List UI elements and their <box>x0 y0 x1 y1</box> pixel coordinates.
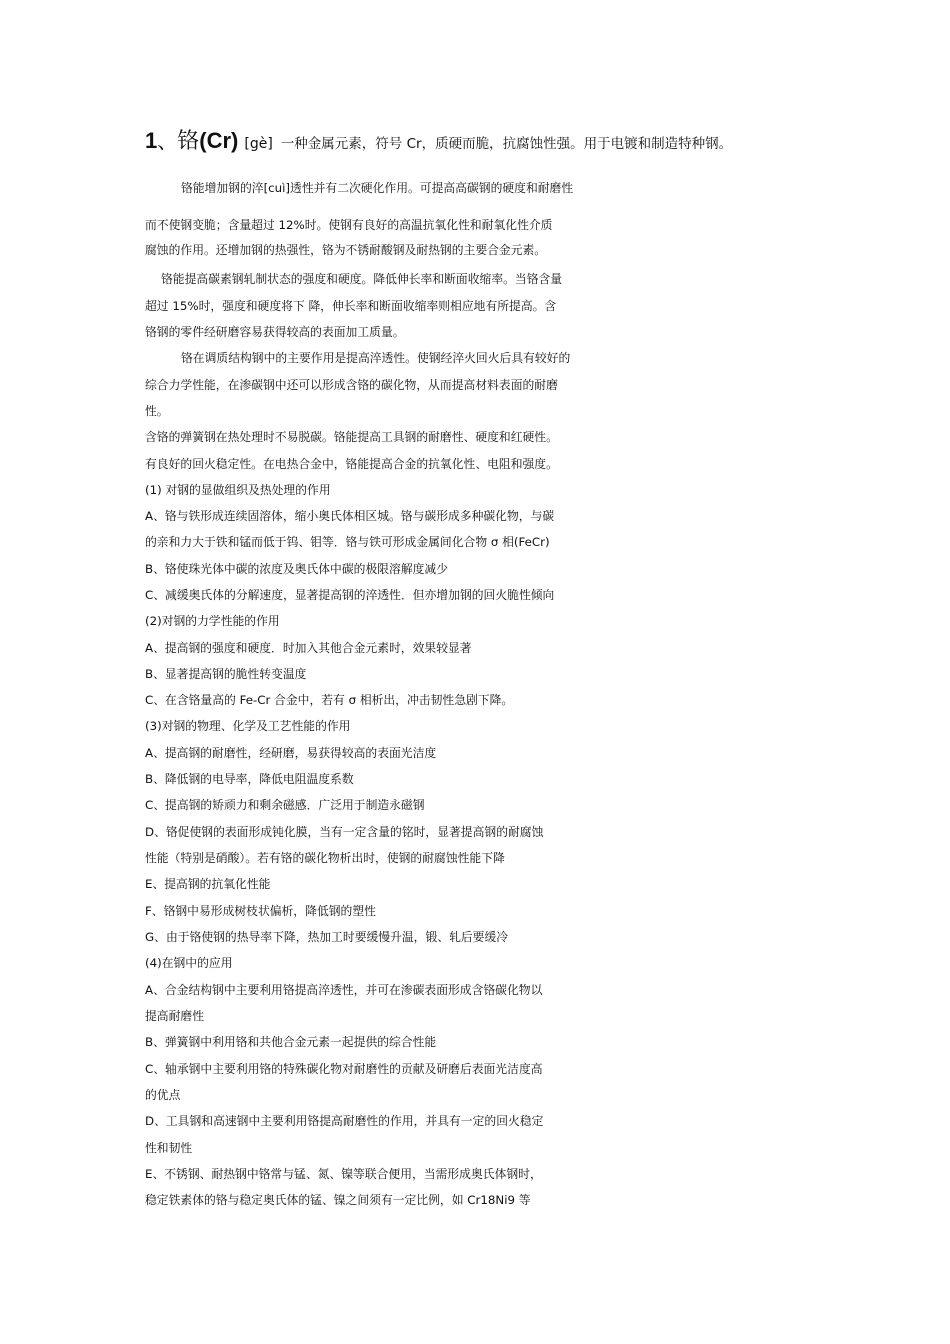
list-item: A、铬与铁形成连续固溶体，缩小奥氏体相区城。铬与碳形成多种碳化物，与碳 <box>145 509 555 523</box>
list-item: B、弹簧钢中利用铬和共他合金元素一起提供的综合性能 <box>145 1035 437 1049</box>
heading-number: 1 <box>145 128 158 153</box>
paragraph-line: 铬能提高碳素钢轧制状态的强度和硬度。降低伸长率和断面收缩率。当铬含量 <box>161 272 563 286</box>
list-item: C、在含铬量高的 Fe-Cr 合金中，若有 σ 相析出，冲击韧性急剧下降。 <box>145 693 514 707</box>
paragraph-line: 腐蚀的作用。还增加钢的热强性，铬为不锈耐酸钢及耐热钢的主要合金元素。 <box>145 243 547 257</box>
list-item: A、合金结构钢中主要利用铬提高淬透性，并可在渗碳表面形成含铬碳化物以 <box>145 983 543 997</box>
paragraph-line: 铬能增加钢的淬[cuì]透性并有二次硬化作用。可提高高碳钢的硬度和耐磨性 <box>181 181 574 195</box>
heading <box>145 124 732 155</box>
list-item: C、轴承钢中主要利用铬的特殊碳化物对耐磨性的贡献及研磨后表面光洁度高 <box>145 1062 543 1076</box>
paragraph-line: 铬钢的零件经研磨容易获得较高的表面加工质量。 <box>145 325 405 339</box>
paragraph-line: 铬在调质结构钢中的主要作用是提高淬透性。使钢经淬火回火后具有较好的 <box>181 351 571 365</box>
list-item: 性和韧性 <box>145 1141 193 1155</box>
list-item: 提高耐磨性 <box>145 1009 204 1023</box>
list-item: 的优点 <box>145 1088 181 1102</box>
list-item: A、提高钢的耐磨性，经研磨，易获得较高的表面光洁度 <box>145 746 437 760</box>
list-item: D、铬促使钢的表面形成钝化膜，当有一定含量的铭时，显著提高钢的耐腐蚀 <box>145 825 544 839</box>
section-heading: (1) 对钢的显做组织及热处理的作用 <box>145 483 331 497</box>
heading-symbol: (Cr) <box>199 128 239 153</box>
list-item: F、铬钢中易形成树枝状偏析，降低钢的塑性 <box>145 904 376 918</box>
list-item: C、提高钢的矫顽力和剩余磁感．广泛用于制造永磁钢 <box>145 798 425 812</box>
list-item: C、减缓奥氏体的分解速度，显著提高钢的淬透性．但亦增加钢的回火脆性倾向 <box>145 588 555 602</box>
list-item: 稳定铁素体的铬与稳定奥氏体的锰、镍之间须有一定比例，如 Cr18Ni9 等 <box>145 1193 531 1207</box>
paragraph-line: 含铬的弹簧钢在热处理时不易脱碳。铬能提高工具钢的耐磨性、硬度和红硬性。 <box>145 430 558 444</box>
list-item: G、由于铬使钢的热导率下降，热加工时要缓慢升温，锻、轧后要缓冷 <box>145 930 509 944</box>
heading-separator: 、 <box>157 129 178 153</box>
heading-pinyin: [gè] <box>244 136 273 152</box>
heading-definition: 一种金属元素，符号 Cr，质硬而脆，抗腐蚀性强。用于电镀和制造特种钢。 <box>280 136 733 152</box>
list-item: E、不锈钢、耐热钢中铬常与锰、氮、镍等联合便用，当需形成奥氏体钢时， <box>145 1167 542 1181</box>
section-heading: (4)在钢中的应用 <box>145 956 233 970</box>
paragraph-line: 综合力学性能，在渗碳钢中还可以形成含铬的碳化物，从而提高材料表面的耐磨 <box>145 378 558 392</box>
list-item: B、降低钢的电导率，降低电阻温度系数 <box>145 772 354 786</box>
list-item: B、显著提高钢的脆性转变温度 <box>145 667 307 681</box>
paragraph-line: 有良好的回火稳定性。在电热合金中，铬能提高合金的抗氧化性、电阻和强度。 <box>145 457 558 471</box>
paragraph-line: 超过 15%时，强度和硬度将下 降，伸长率和断面收缩率则相应地有所提高。含 <box>145 299 557 313</box>
paragraph-line: 而不使钢变脆；含量超过 12%时。使钢有良好的高温抗氧化性和耐氧化性介质 <box>145 218 553 232</box>
paragraph-line: 性。 <box>145 404 169 418</box>
section-heading: (2)对钢的力学性能的作用 <box>145 614 280 628</box>
list-item: B、铬使珠光体中碳的浓度及奥氏体中碳的极限溶解度减少 <box>145 562 449 576</box>
list-item: 的亲和力大于铁和锰而低于钨、钼等．铬与铁可形成金属间化合物 σ 相(FeCr) <box>145 535 550 549</box>
list-item: D、工具钢和高速钢中主要利用铬提高耐磨性的作用，并具有一定的回火稳定 <box>145 1114 544 1128</box>
heading-element: 铬 <box>177 129 200 154</box>
list-item: 性能（特别是硝酸）。若有铬的碳化物析出时，使钢的耐腐蚀性能下降 <box>145 851 505 865</box>
section-heading: (3)对钢的物理、化学及工艺性能的作用 <box>145 719 351 733</box>
list-item: A、提高钢的强度和硬度．时加入其他合金元素时，效果较显著 <box>145 641 472 655</box>
list-item: E、提高钢的抗氧化性能 <box>145 877 271 891</box>
